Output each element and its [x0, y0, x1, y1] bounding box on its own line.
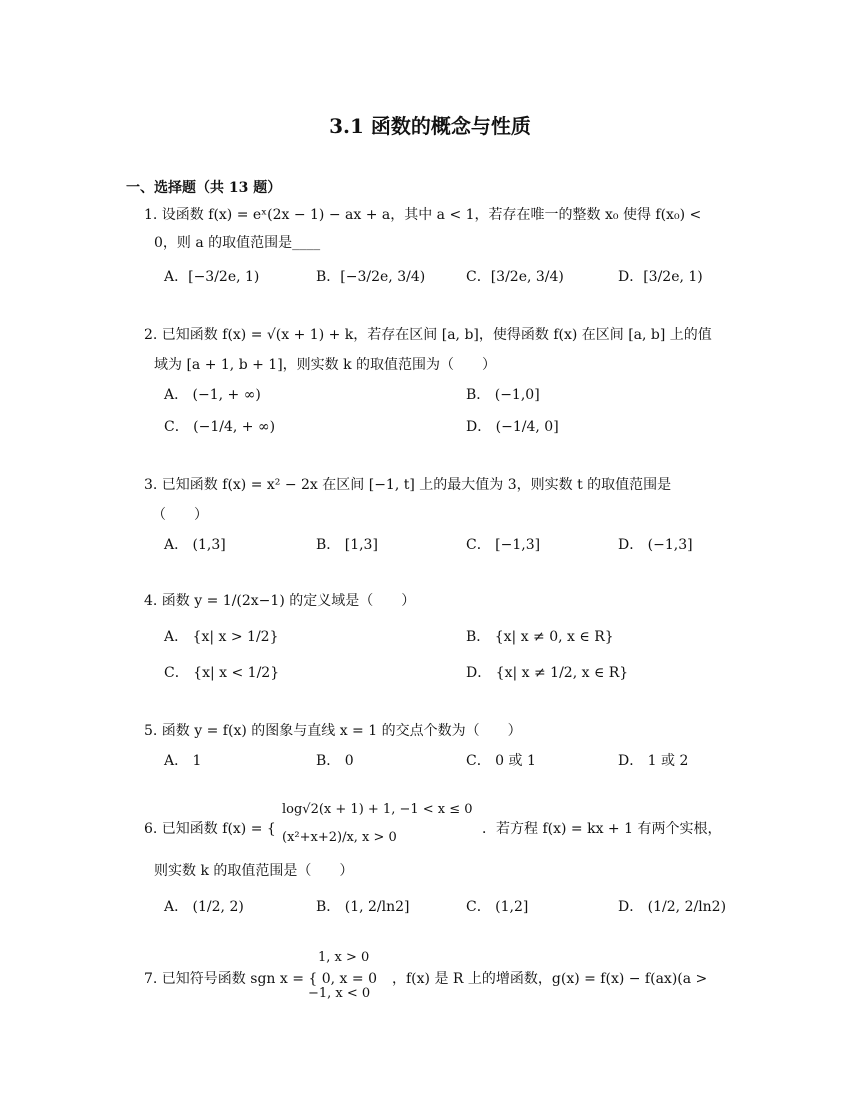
question-stem-line: 7. 已知符号函数 sgn x = { 0, x = 0 — [144, 971, 377, 987]
option-c: C． 0 或 1 — [466, 753, 536, 769]
option-a: A． 1 — [164, 753, 202, 769]
option-c: C． {x| x < 1/2} — [164, 665, 280, 681]
question-stem-line: 域为 [a + 1, b + 1]，则实数 k 的取值范围为（ ） — [154, 357, 497, 373]
piecewise-case-1: log√2(x + 1) + 1, −1 < x ≤ 0 — [282, 802, 473, 817]
piecewise-case-1: 1, x > 0 — [318, 950, 370, 965]
question-stem-line: 1. 设函数 f(x) = eˣ(2x − 1) − ax + a，其中 a < 1，若存在唯一的整数 x₀ 使得 f(x₀) < — [144, 207, 702, 223]
option-b: B． (−1,0] — [466, 387, 540, 403]
option-a: A．[−3/2e, 1) — [164, 269, 260, 285]
question-stem-line: 6. 已知函数 f(x) = { — [144, 821, 276, 837]
option-c: C． (−1/4, + ∞) — [164, 419, 276, 435]
piecewise-case-2: (x²+x+2)/x, x > 0 — [282, 830, 397, 845]
option-d: D． (−1/4, 0] — [466, 419, 559, 435]
option-a: A． (1,3] — [164, 537, 226, 553]
option-a: A． (−1, + ∞) — [164, 387, 261, 403]
question-stem-line: ．若方程 f(x) = kx + 1 有两个实根， — [482, 821, 722, 837]
option-b: B．[−3/2e, 3/4) — [316, 269, 426, 285]
question-stem-line: 3. 已知函数 f(x) = x² − 2x 在区间 [−1, t] 上的最大值为 3，则实数 t 的取值范围是 — [144, 477, 672, 493]
option-c: C． (1,2] — [466, 899, 529, 915]
option-b: B． (1, 2/ln2] — [316, 899, 410, 915]
question-stem-line: 4. 函数 y = 1/(2x−1) 的定义域是（ ） — [144, 593, 416, 609]
question-stem-line: 0，则 a 的取值范围是____ — [154, 235, 321, 251]
option-a: A． {x| x > 1/2} — [164, 629, 279, 645]
question-stem-line: ，f(x) 是 R 上的增函数，g(x) = f(x) − f(ax)(a > — [392, 971, 708, 987]
option-b: B． 0 — [316, 753, 354, 769]
option-a: A． (1/2, 2) — [164, 899, 244, 915]
question-stem-line: 2. 已知函数 f(x) = √(x + 1) + k，若存在区间 [a, b]，使得函数 f(x) 在区间 [a, b] 上的值 — [144, 327, 712, 343]
option-d: D． (1/2, 2/ln2) — [618, 899, 727, 915]
option-d: D． 1 或 2 — [618, 753, 689, 769]
question-stem-line: （ ） — [152, 507, 208, 523]
option-d: D． {x| x ≠ 1/2, x ∈ R} — [466, 665, 629, 681]
option-c: C．[3/2e, 3/4) — [466, 269, 564, 285]
piecewise-case-3: −1, x < 0 — [308, 986, 371, 1001]
option-c: C． [−1,3] — [466, 537, 541, 553]
option-d: D．[3/2e, 1) — [618, 269, 703, 285]
question-stem-line: 则实数 k 的取值范围是（ ） — [154, 863, 354, 879]
section-heading: 一、选择题（共 13 题） — [126, 180, 282, 196]
option-b: B． [1,3] — [316, 537, 378, 553]
question-stem-line: 5. 函数 y = f(x) 的图象与直线 x = 1 的交点个数为（ ） — [144, 723, 522, 739]
page-title: 3.1 函数的概念与性质 — [329, 114, 531, 138]
option-b: B． {x| x ≠ 0, x ∈ R} — [466, 629, 614, 645]
option-d: D． (−1,3] — [618, 537, 693, 553]
